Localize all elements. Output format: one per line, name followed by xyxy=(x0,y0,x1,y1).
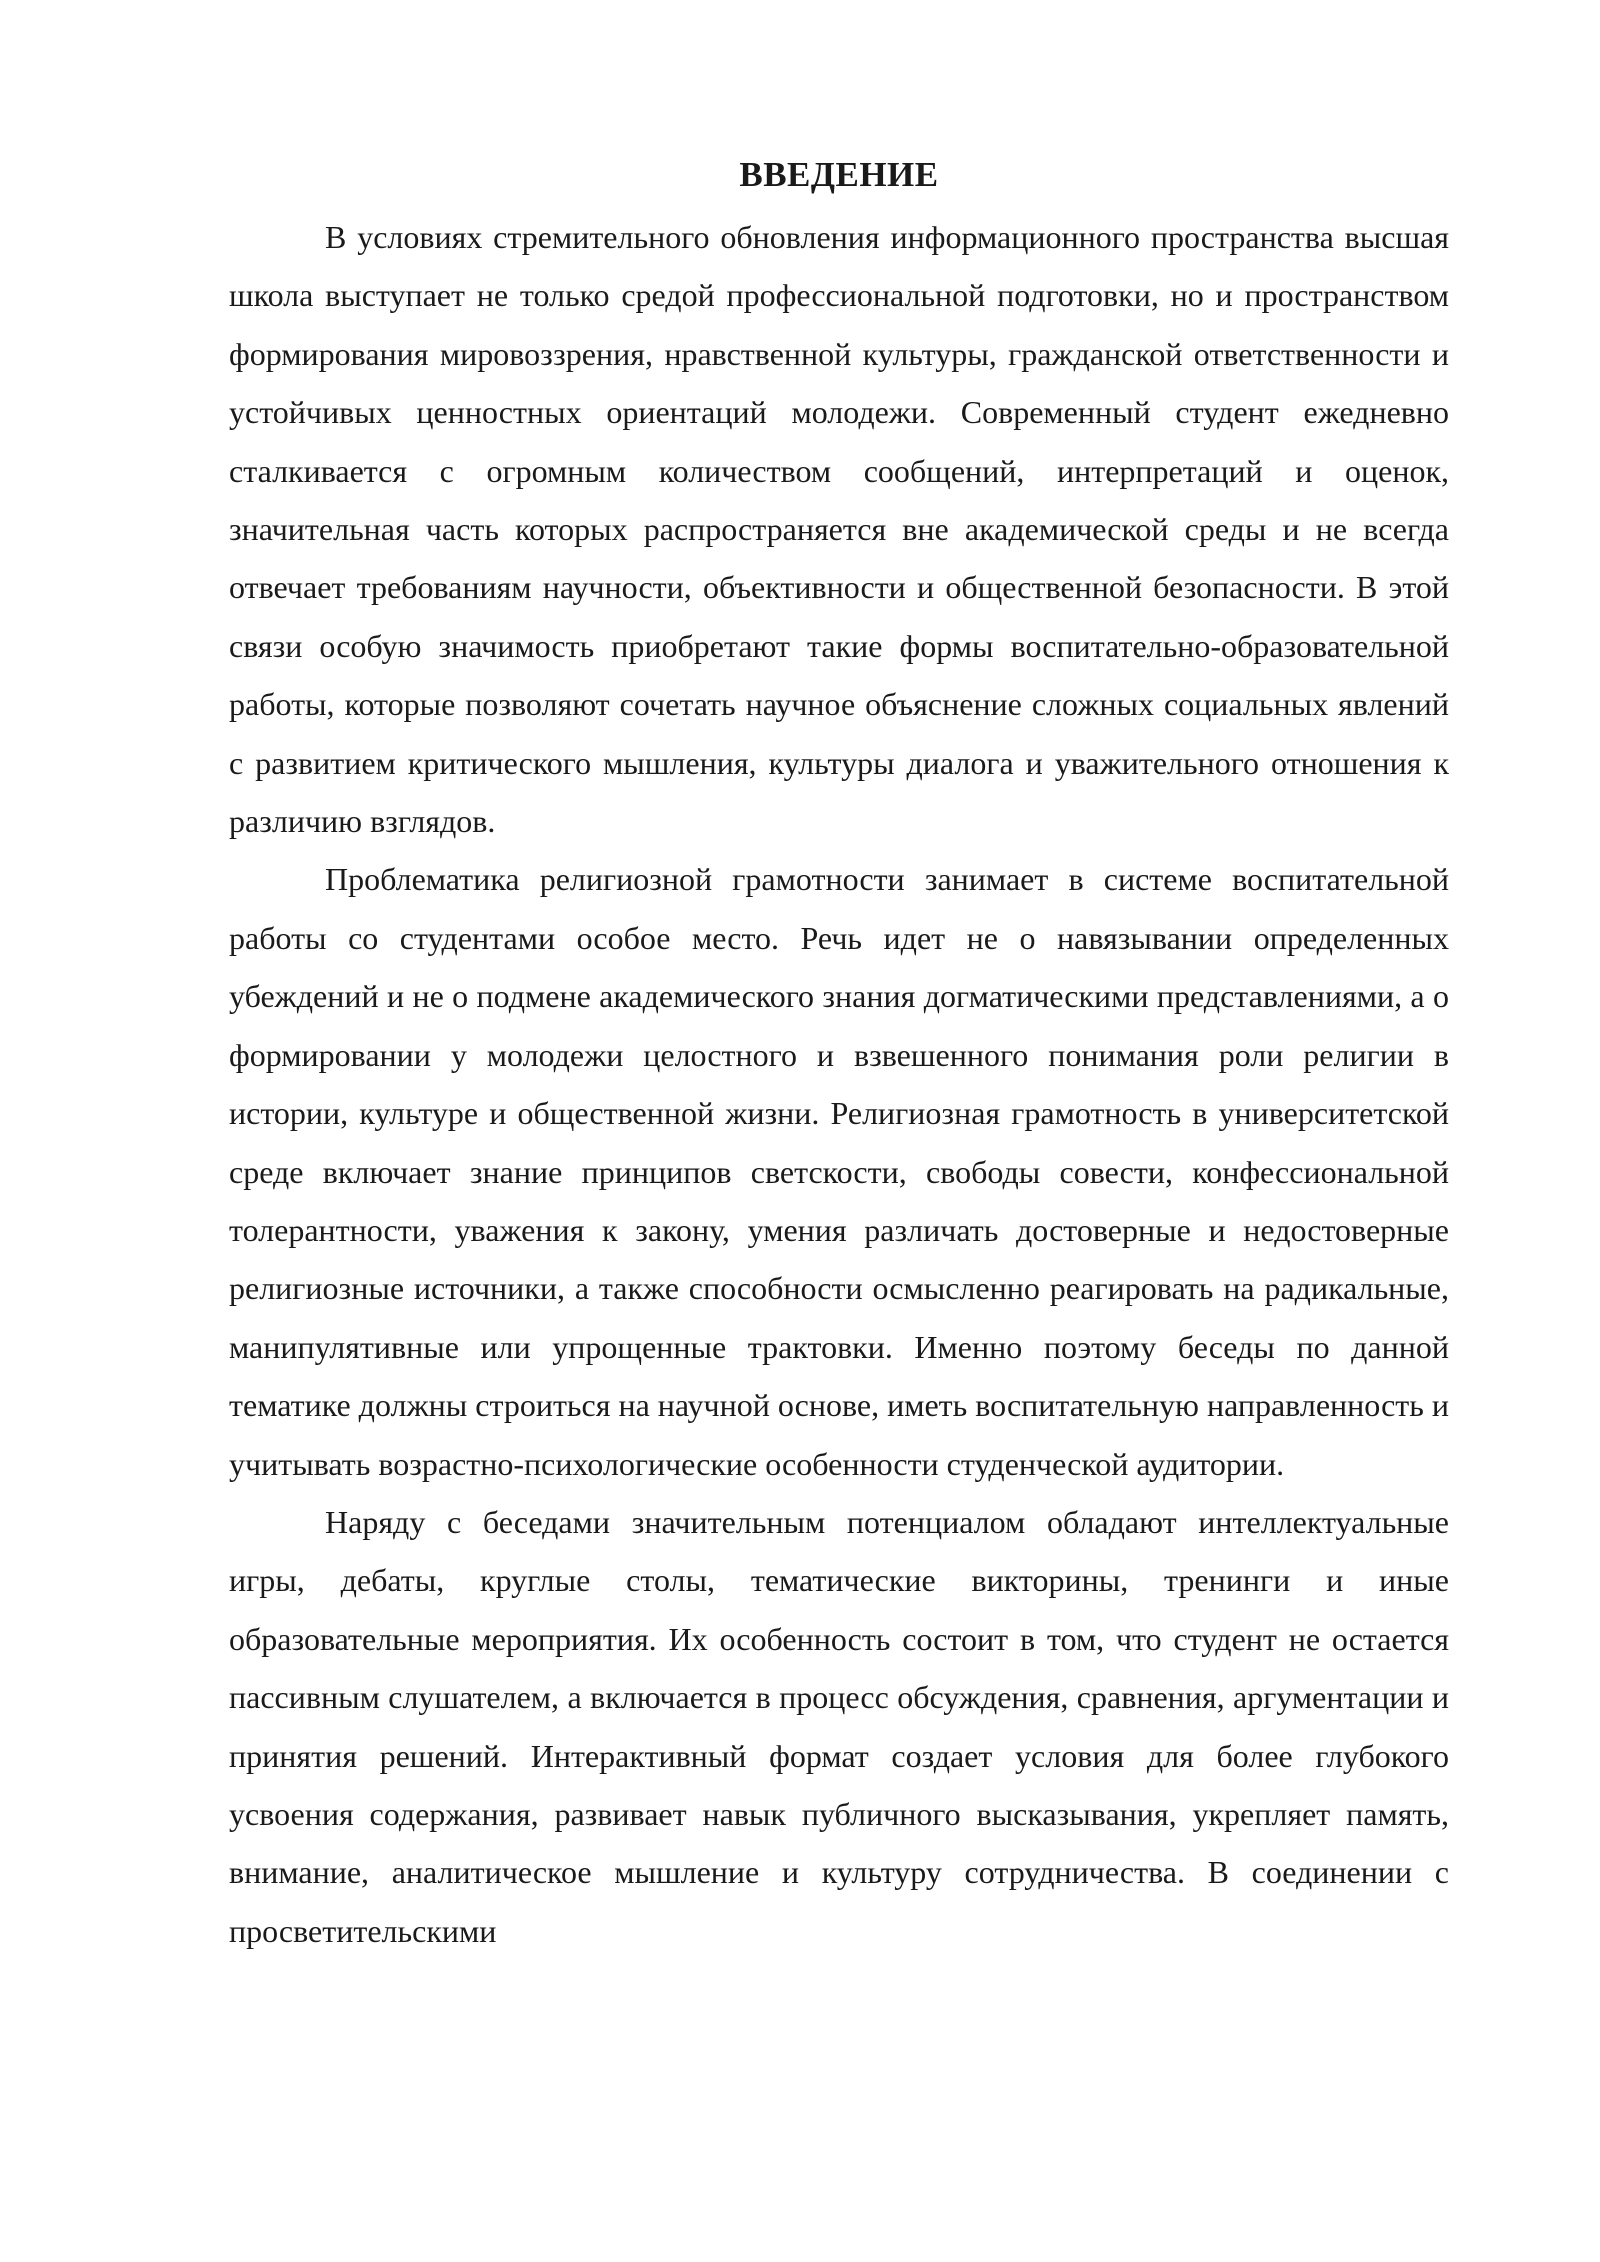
paragraph-2: Проблематика религиозной грамотности занимает в системе воспитательной работы со студентами особое место. Речь идет не о навязывании определенных убеждений и не о подмене академического знания догматическими представлениями, а о формировании у молодежи целостного и взвешенного понимания роли религии в истории, культуре и общественной жизни. Религиозная грамотность в университетской среде включает знание принципов светскости, свободы совести, конфессиональной толерантности, уважения к закону, умения различать достоверные и недостоверные религиозные источники, а также способности осмысленно реагировать на радикальные, манипулятивные или упрощенные трактовки. Именно поэтому беседы по данной тематике должны строиться на научной основе, иметь воспитательную направленность и учитывать возрастно-психологические особенности студенческой аудитории. xyxy=(229,861,1449,1482)
page-title: ВВЕДЕНИЕ xyxy=(739,155,939,194)
paragraph-1: В условиях стремительного обновления информационного пространства высшая школа выступает не только средой профессиональной подготовки, но и пространством формирования мировоззрения, нравственной культуры, гражданской ответственности и устойчивых ценностных ориентаций молодежи. Современный студент ежедневно сталкивается с огромным количеством сообщений, интерпретаций и оценок, значительная часть которых распространяется вне академической среды и не всегда отвечает требованиям научности, объективности и общественной безопасности. В этой связи особую значимость приобретают такие формы воспитательно-образовательной работы, которые позволяют сочетать научное объяснение сложных социальных явлений с развитием критического мышления, культуры диалога и уважительного отношения к различию взглядов. xyxy=(229,219,1449,840)
document-page xyxy=(229,150,1449,1960)
paragraph-3: Наряду с беседами значительным потенциалом обладают интеллектуальные игры, дебаты, круглые столы, тематические викторины, тренинги и иные образовательные мероприятия. Их особенность состоит в том, что студент не остается пассивным слушателем, а включается в процесс обсуждения, сравнения, аргументации и принятия решений. Интерактивный формат создает условия для более глубокого усвоения содержания, развивает навык публичного высказывания, укрепляет память, внимание, аналитическое мышление и культуру сотрудничества. В соединении с просветительскими xyxy=(229,1503,1449,1949)
